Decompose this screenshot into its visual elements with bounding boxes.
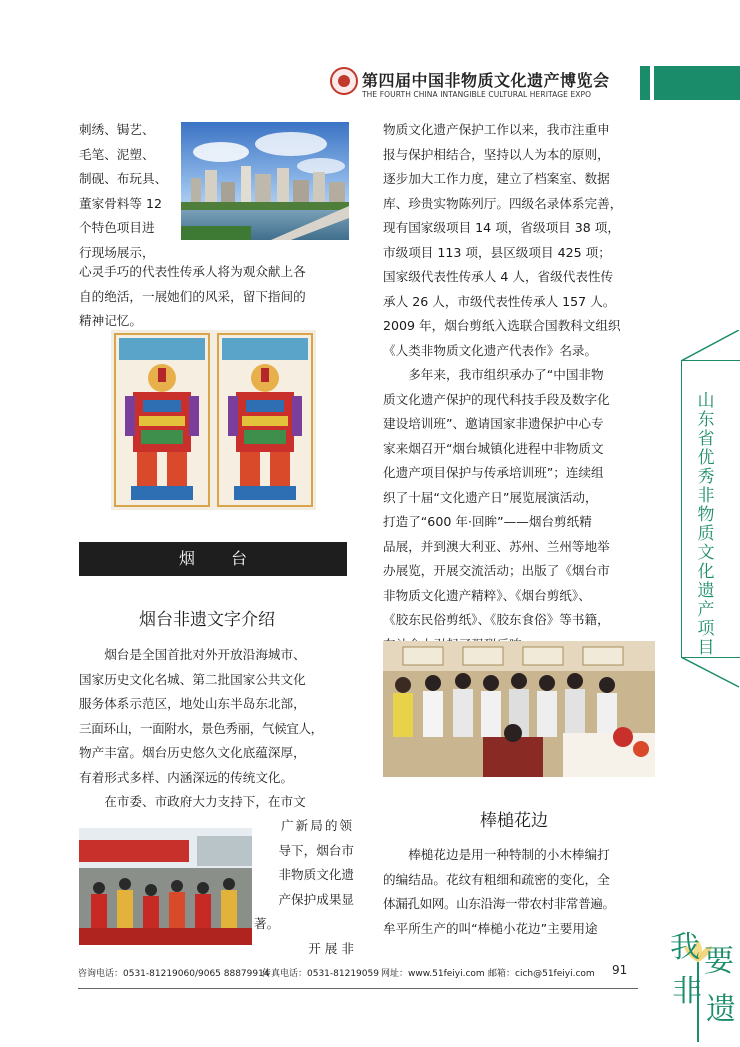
footer-phone: 咨询电话：0531-81219060/9065 88879914 [78,969,270,979]
side-label-text: 山东省优秀非物质文化遗产项目 [697,391,715,658]
heading-yantai-intro: 烟台非遗文字介绍 [139,610,275,630]
side-box-diagonal-bottom [681,656,740,688]
text-line: 打造了“600 年·回眸”——烟台剪纸精 [383,514,592,529]
text-line: 2009 年，烟台剪纸入选联合国教科文组织 [383,318,621,333]
footer-email: 邮箱：cich@51feiyi.com [488,969,595,979]
text-line: 家来烟召开“烟台城镇化进程中非物质文 [383,440,604,456]
intro-wrap-text [79,118,179,265]
text-line: 办展览，开展交流活动；出版了《烟台市 [383,563,610,578]
side-box-diagonal-top [681,330,740,362]
section-bar-yantai: 烟台 [79,542,347,576]
text-line: 非物质文化遗 [278,867,354,882]
text-line: 行现场展示， [79,244,155,260]
text-line: 刺绣、锔艺、 [79,122,155,137]
text-line: 《胶东民俗剪纸》、《胶东食俗》等书籍， [383,612,610,627]
text-line: 广新局的领 [281,818,354,833]
text-line: 牟平所生产的叫“棒槌小花边”主要用途 [383,920,598,936]
text-line: 烟台是全国首批对外开放沿海城市、 [104,647,306,662]
support-paragraph-start [79,790,351,815]
text-line: 自的绝活，一展她们的风采，留下指间的 [79,288,306,304]
support-paragraph-wrap [254,814,354,961]
city-skyline-photo [181,122,349,240]
text-line: 毛笔、泥塑、 [79,146,155,162]
text-line: 在市委、市政府大力支持下，在市文 [104,794,306,809]
header-title-en: THE FOURTH CHINA INTANGIBLE CULTURAL HERITAGE EXPO [362,90,592,99]
bangchui-paragraph [383,843,658,941]
exhibition-visitors-photo [383,641,655,777]
text-line: 现有国家级项目 14 项，省级项目 38 项， [383,220,620,235]
text-line: 国家级代表性传承人 4 人，省级代表性传 [383,269,614,284]
text-line: 《人类非物质文化遗产代表作》名录。 [383,342,598,358]
header-accent-bar [640,66,650,100]
heading-bangchui-lace: 棒槌花边 [480,811,548,831]
text-line: 导下，烟台市 [278,842,354,858]
text-line: 产保护成果显 [278,891,354,907]
right-paragraph-1 [383,118,658,363]
intro-continue-text [79,260,351,334]
text-line: 有着形式多样、内涵深远的传统文化。 [79,769,294,785]
text-line: 心灵手巧的代表性传承人将为观众献上各 [79,264,306,279]
text-line: 董家骨料等 12 [79,195,162,211]
yantai-intro-paragraph [79,643,351,790]
text-line: 建设培训班”、邀请国家非遗保护中心专 [383,416,604,431]
text-line: 质文化遗产保护的现代科技手段及数字化 [383,391,610,407]
text-line: 品展，并到澳大利亚、苏州、兰州等地举 [383,538,610,554]
page-number: 91 [612,963,628,977]
header-title-cn: 第四届中国非物质文化遗产博览会 [362,71,610,90]
header-accent-block [654,66,740,100]
text-line: 开 展 非 [308,940,354,956]
text-line: 国家历史文化名城、第二批国家公共文化 [79,671,306,687]
text-line: 著。 [254,916,280,931]
brand-char: 我 [670,930,700,965]
text-line: 织了十届“文化遗产日”展览展演活动， [383,489,598,505]
footer-website: 网址：www.51feiyi.com [381,969,485,979]
footer-divider [78,988,638,989]
text-line: 库、珍贵实物陈列厅。四级名录体系完善， [383,195,623,211]
text-line: 化遗产项目保护与传承培训班”；连续组 [383,465,604,480]
text-line: 三面环山，一面附水，景色秀丽，气候宜人， [79,720,323,736]
text-line: 服务体系示范区，地处山东半岛东北部， [79,696,306,711]
brand-char: 要 [704,944,734,979]
text-line: 的编结品。花纹有粗细和疏密的变化，全 [383,871,610,887]
folk-parade-photo [79,828,252,945]
brand-char: 非 [672,974,702,1009]
text-line: 逐步加大工作力度，建立了档案室、数据 [383,171,610,186]
brand-logo [668,922,740,1042]
footer-fax: 传真电话：0531-81219059 [262,969,379,979]
text-line: 报与保护相结合，坚持以人为本的原则， [383,146,610,162]
text-line: 市级项目 113 项，县区级项目 425 项； [383,244,611,260]
text-line: 物产丰富。烟台历史悠久文化底蕴深厚， [79,745,306,760]
text-line: 制砚、布玩具、 [79,171,168,186]
door-god-papercut-image [111,330,316,510]
text-line: 棒槌花边是用一种特制的小木棒编打 [408,847,610,862]
text-line: 个特色项目进 [79,220,155,235]
text-line: 非物质文化遗产精粹》、《烟台剪纸》、 [383,587,591,603]
text-line: 体漏孔如网。山东沿海一带农村非常普遍。 [383,896,615,911]
right-paragraph-2 [383,363,658,657]
expo-logo-icon [330,67,358,95]
text-line: 物质文化遗产保护工作以来，我市注重申 [383,122,610,137]
text-line: 承人 26 人，市级代表性传承人 157 人。 [383,293,616,309]
brand-char: 遗 [706,992,736,1027]
text-line: 精神记忆。 [79,313,142,328]
text-line: 多年来，我市组织承办了“中国非物 [408,367,604,382]
